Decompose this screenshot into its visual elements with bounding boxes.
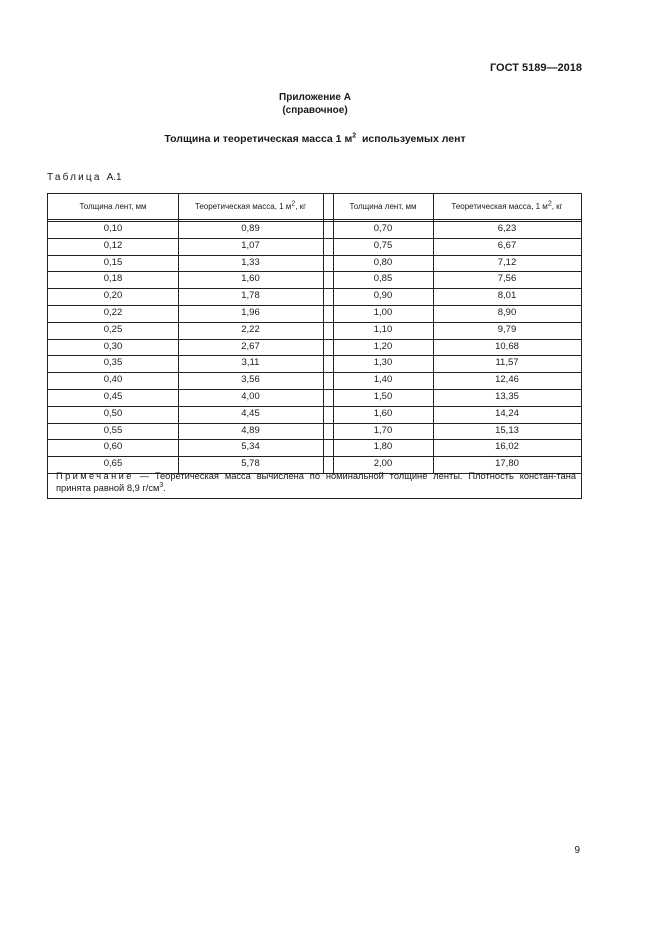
table-cell: 0,85 [373, 273, 393, 285]
table-cell: 7,56 [497, 273, 517, 285]
header-text: Теоретическая масса, 1 м [451, 202, 548, 211]
header-unit: , кг [551, 202, 563, 211]
column-rule [323, 194, 324, 473]
section-title-sup: 2 [352, 132, 357, 140]
table-cell: 6,23 [497, 223, 517, 234]
table-cell: 1,80 [373, 441, 393, 453]
header-sup: 2 [547, 200, 552, 208]
table-cell: 0,10 [103, 223, 123, 234]
table-cell: 1,20 [373, 340, 393, 352]
table-header-cell [333, 194, 433, 219]
table-cell: 0,25 [103, 323, 123, 335]
table-label-number: А.1 [106, 172, 122, 183]
table-cell: 15,13 [495, 424, 519, 436]
header-unit: , кг [295, 202, 307, 211]
header-text: Толщина лент, мм [79, 202, 147, 211]
table-cell: 0,70 [373, 223, 393, 234]
header-text: Толщина лент, мм [349, 202, 417, 211]
table-cell: 0,60 [103, 441, 123, 453]
table-cell: 1,70 [373, 424, 393, 436]
table-cell: 0,45 [103, 391, 123, 402]
table-cell: 1,07 [241, 239, 260, 251]
header-text: Теоретическая масса, 1 м [194, 202, 292, 211]
table-cell: 0,20 [103, 290, 123, 302]
table-cell: 1,40 [373, 374, 393, 386]
table-cell: 0,40 [103, 374, 123, 386]
table-cell: 11,57 [495, 357, 519, 369]
table-cell: 1,10 [373, 323, 393, 335]
table-cell: 4,45 [241, 407, 260, 419]
table-cell: 1,96 [241, 307, 260, 318]
annex-heading [0, 91, 630, 117]
note-text: — Теоретическая масса вычислена по номинальной толщине ленты. Плотность констан-тана принята равной 8,9 г/см [56, 471, 576, 493]
table-cell: 12,46 [495, 374, 519, 386]
table-cell: 9,79 [497, 323, 517, 335]
table-cell: 0,65 [103, 458, 123, 470]
document-code: ГОСТ 5189—2018 [489, 62, 582, 74]
table-header-cell [433, 194, 581, 219]
note-end: . [163, 483, 166, 493]
section-title-text: Толщина и теоретическая масса 1 м [164, 133, 353, 145]
table-cell: 0,50 [103, 407, 123, 419]
page-number: 9 [574, 845, 580, 856]
table-label-word: Таблица [47, 172, 102, 183]
table-header-cell [48, 194, 178, 219]
section-title-rest: используемых лент [356, 133, 466, 145]
table-cell: 1,60 [241, 273, 260, 285]
table-cell: 2,67 [241, 340, 260, 352]
table-cell: 0,80 [373, 256, 393, 268]
table-cell: 0,22 [103, 307, 123, 318]
table-cell: 1,33 [241, 256, 260, 268]
table-cell: 0,15 [103, 256, 123, 268]
annex-subtitle: (справочное) [282, 105, 348, 116]
table-cell: 17,80 [495, 458, 519, 470]
table-cell: 1,00 [373, 307, 393, 318]
note-lead: Примечание [56, 471, 134, 481]
table-cell: 0,90 [373, 290, 393, 302]
table-cell: 5,34 [241, 441, 260, 453]
table-cell: 0,55 [103, 424, 123, 436]
table-cell: 1,78 [241, 290, 260, 302]
note-sup: 3 [159, 481, 164, 489]
data-table [47, 193, 582, 499]
table-cell: 13,35 [495, 391, 519, 402]
table-cell: 0,12 [103, 239, 123, 251]
table-header-cell [178, 194, 323, 219]
table-note [56, 470, 576, 494]
table-cell: 8,01 [497, 290, 517, 302]
table-cell: 2,00 [373, 458, 393, 470]
table-cell: 3,11 [241, 357, 260, 369]
header-sup: 2 [291, 200, 296, 208]
table-cell: 4,89 [241, 424, 260, 436]
table-cell: 0,30 [103, 340, 123, 352]
table-cell: 0,75 [373, 239, 393, 251]
table-cell: 8,90 [497, 307, 517, 318]
table-cell: 1,50 [373, 391, 393, 402]
table-cell: 4,00 [241, 391, 260, 402]
section-title [0, 133, 630, 145]
table-cell: 0,35 [103, 357, 123, 369]
table-cell: 10,68 [495, 340, 519, 352]
table-cell: 7,12 [497, 256, 517, 268]
table-cell: 2,22 [241, 323, 260, 335]
table-cell: 0,18 [103, 273, 123, 285]
table-cell: 3,56 [241, 374, 260, 386]
table-label [47, 172, 122, 183]
table-cell: 5,78 [241, 458, 260, 470]
table-cell: 1,30 [373, 357, 393, 369]
table-cell: 14,24 [495, 407, 519, 419]
annex-title: Приложение А [279, 92, 351, 103]
table-cell: 6,67 [497, 239, 517, 251]
table-cell: 16,02 [495, 441, 519, 453]
table-cell: 1,60 [373, 407, 393, 419]
table-cell: 0,89 [241, 223, 260, 234]
header-rule [48, 219, 581, 220]
